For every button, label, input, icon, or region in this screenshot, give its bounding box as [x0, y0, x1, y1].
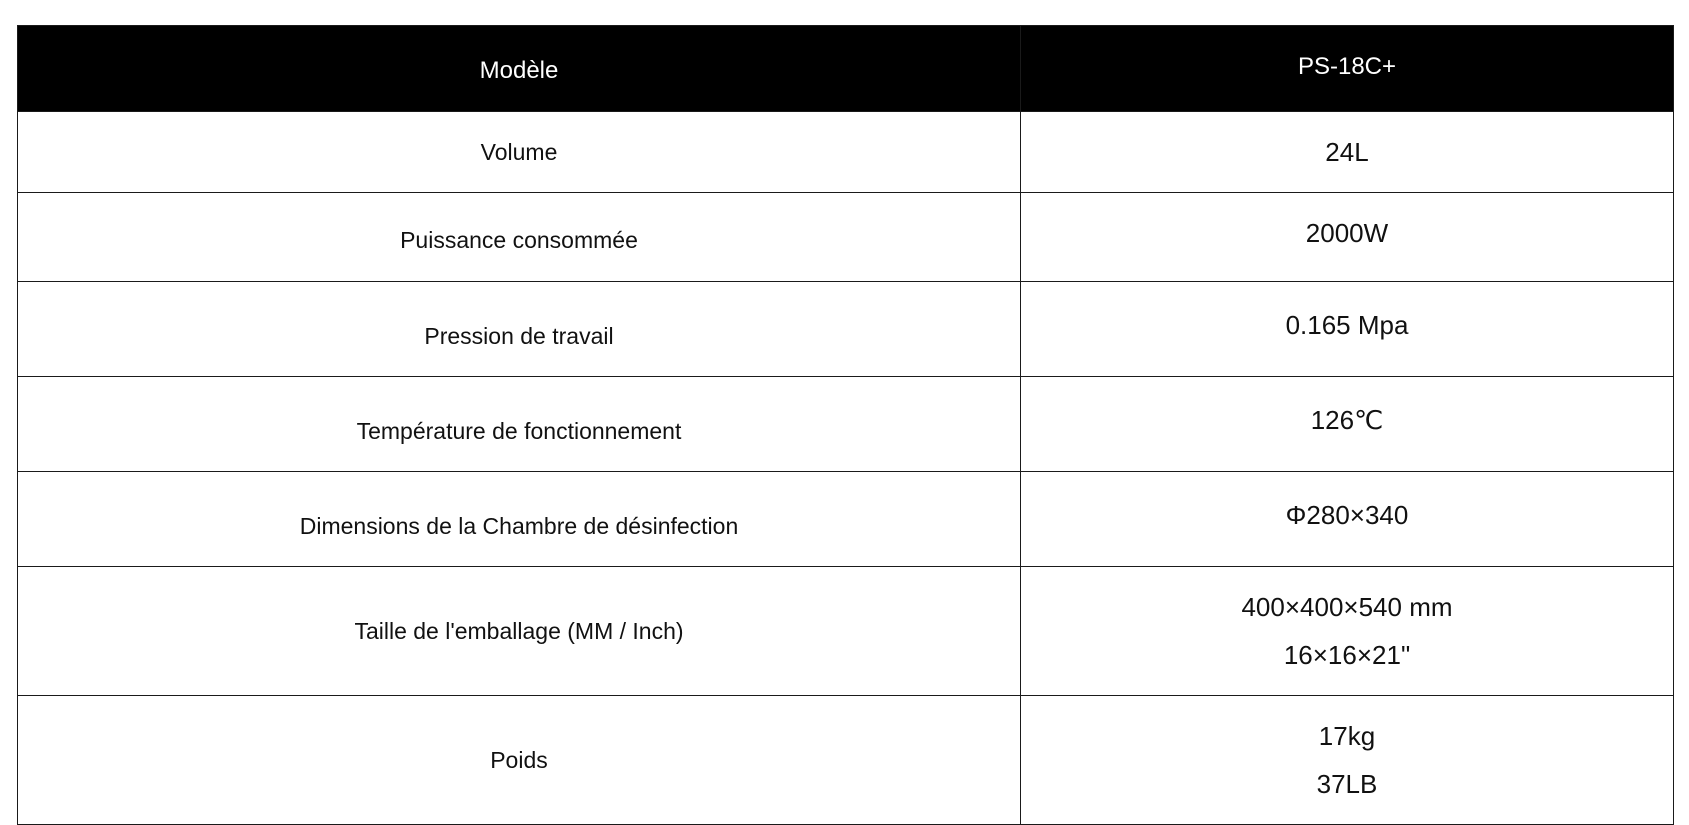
row-value: 126℃: [1021, 377, 1674, 472]
row-label: Taille de l'emballage (MM / Inch): [18, 567, 1021, 696]
row-value: [1021, 696, 1674, 825]
table-row: [18, 193, 1674, 282]
row-value-line: 16×16×21": [1283, 640, 1411, 670]
row-label: Température de fonctionnement: [18, 377, 1021, 472]
row-value-line: 400×400×540 mm: [1241, 592, 1453, 622]
row-label: Volume: [18, 112, 1021, 193]
spec-table: [17, 25, 1674, 825]
row-value-line: 37LB: [1316, 769, 1378, 799]
row-label: Puissance consommée: [18, 193, 1021, 282]
table-row: [18, 472, 1674, 567]
table-header-row: [18, 26, 1674, 112]
row-label: Poids: [18, 696, 1021, 825]
header-value-cell: PS-18C+: [1021, 26, 1674, 112]
row-label: Dimensions de la Chambre de désinfection: [18, 472, 1021, 567]
row-value: 24L: [1021, 112, 1674, 193]
row-value: 2000W: [1021, 193, 1674, 282]
table-row: [18, 112, 1674, 193]
table-row: [18, 377, 1674, 472]
row-label: Pression de travail: [18, 282, 1021, 377]
row-value: 0.165 Mpa: [1021, 282, 1674, 377]
row-value: Φ280×340: [1021, 472, 1674, 567]
header-label-cell: Modèle: [18, 26, 1021, 112]
table-row: [18, 696, 1674, 825]
table-row: [18, 282, 1674, 377]
row-value: [1021, 567, 1674, 696]
table-row: [18, 567, 1674, 696]
row-value-line: 17kg: [1318, 721, 1376, 751]
